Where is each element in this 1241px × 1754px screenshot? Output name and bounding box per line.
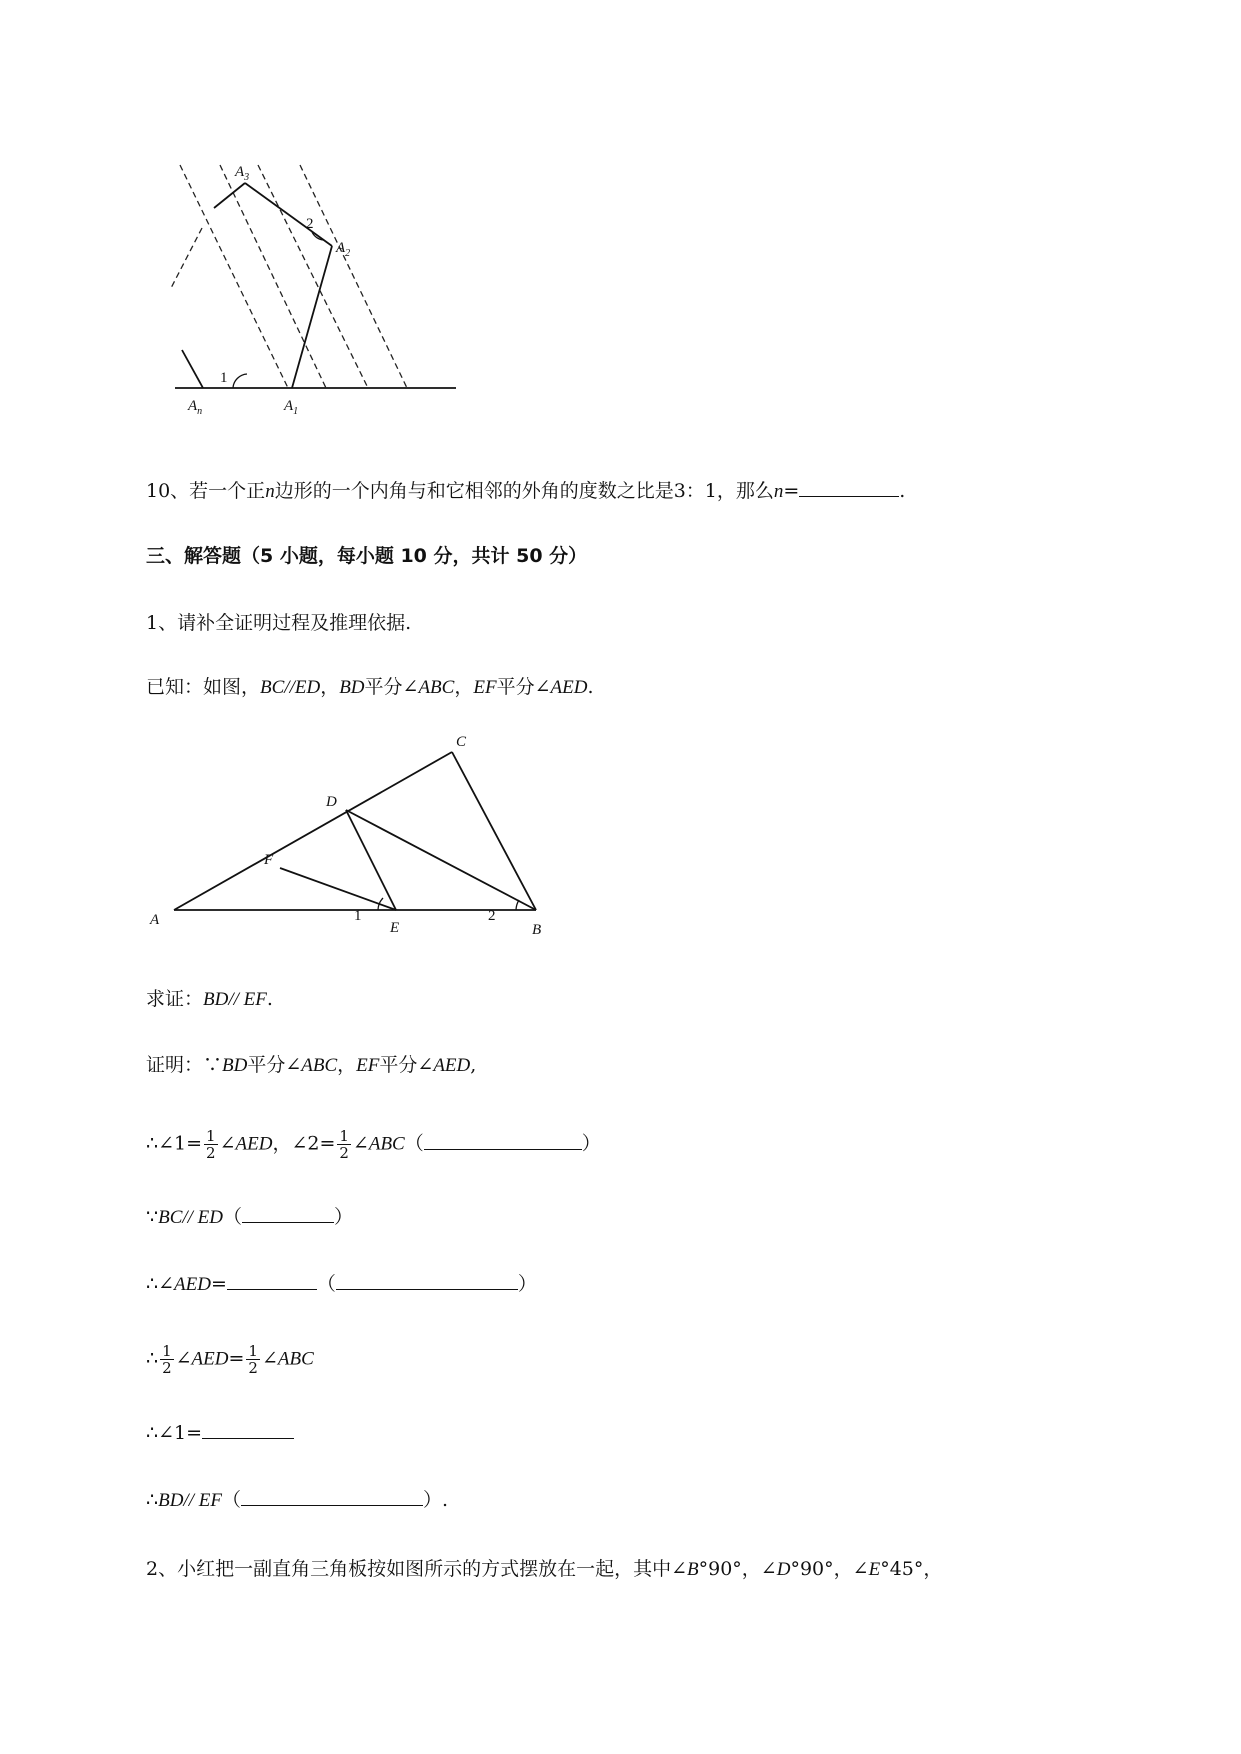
label-d: D xyxy=(326,794,337,810)
label-angle-2: 2 xyxy=(488,908,496,924)
edge-a1-a2 xyxy=(292,246,332,388)
fraction-half: $\frac{1}{2}$ xyxy=(206,1127,216,1162)
proof-step-6: ∴BD// EF（ ）. xyxy=(146,1489,449,1511)
reason-blank-6[interactable] xyxy=(241,1487,423,1506)
label-angle-1: 1 xyxy=(354,908,362,924)
problem-2: 2、小红把一副直角三角板按如图所示的方式摆放在一起，其中∠B°90°，∠D°90°，∠E°45°， xyxy=(146,1558,943,1580)
proof-step-2: ∵BC// ED（ ） xyxy=(146,1206,354,1228)
reason-blank-3[interactable] xyxy=(336,1271,518,1290)
label-a: A xyxy=(150,912,160,928)
label-angle-2: 2 xyxy=(306,216,314,232)
angle-1-arc xyxy=(233,374,247,388)
proof-step-3: ∴∠AED= （ ） xyxy=(146,1273,537,1295)
dashed-line-2 xyxy=(220,165,326,388)
fraction-half: $\frac{1}{2}$ xyxy=(339,1127,349,1162)
label-a3: $A_3$ xyxy=(235,164,250,183)
answer-blank[interactable] xyxy=(799,478,899,497)
dashed-line-left xyxy=(170,228,202,290)
segment-db xyxy=(346,810,536,910)
dashed-line-1 xyxy=(180,165,288,388)
edge-a2-a3 xyxy=(245,183,332,246)
question-10: 10、若一个正n边形的一个内角与和它相邻的外角的度数之比是3：1，那么n= . xyxy=(146,480,906,502)
problem-1-given: 已知：如图，BC//ED，BD平分∠ABC，EF平分∠AED. xyxy=(146,676,594,698)
label-angle-1: 1 xyxy=(220,370,228,386)
problem-1-intro: 1、请补全证明过程及推理依据. xyxy=(146,612,412,634)
proof-step-4: ∴ $\frac{1}{2}$ ∠AED= $\frac{1}{2}$ ∠ABC xyxy=(146,1342,314,1377)
label-f: F xyxy=(264,852,274,868)
dashed-line-4 xyxy=(300,165,407,388)
label-b: B xyxy=(532,922,542,938)
label-a2: $A_2$ xyxy=(336,240,351,259)
fraction-half: $\frac{1}{2}$ xyxy=(162,1342,172,1377)
segment-cb xyxy=(452,752,536,910)
figure-triangle xyxy=(140,730,560,940)
reason-blank-2[interactable] xyxy=(242,1204,334,1223)
answer-blank-3[interactable] xyxy=(227,1271,317,1290)
fraction-half: $\frac{1}{2}$ xyxy=(248,1342,258,1377)
proof-step-5: ∴∠1= xyxy=(146,1420,294,1446)
edge-a3-left xyxy=(214,183,245,208)
dashed-line-3 xyxy=(258,165,368,388)
label-an: $A_n$ xyxy=(188,398,203,417)
figure-polygon-parallel-lines xyxy=(170,160,520,420)
label-c: C xyxy=(456,734,467,750)
reason-blank-1[interactable] xyxy=(424,1131,582,1150)
edge-an-left xyxy=(182,350,203,388)
label-a1: $A_1$ xyxy=(284,398,299,417)
answer-blank-5[interactable] xyxy=(202,1420,294,1439)
section-heading: 三、解答题（5 小题，每小题 10 分，共计 50 分） xyxy=(146,545,588,567)
proof-given: 证明：∵BD平分∠ABC，EF平分∠AED, xyxy=(146,1054,477,1076)
angle-2-arc xyxy=(516,900,519,910)
proof-step-1: ∴∠1= $\frac{1}{2}$ ∠AED，∠2= $\frac{1}{2}$ ∠ABC（ ） xyxy=(146,1127,601,1162)
prove-statement: 求证：BD// EF. xyxy=(146,988,273,1010)
segment-ac xyxy=(174,752,452,910)
label-e: E xyxy=(390,920,400,936)
